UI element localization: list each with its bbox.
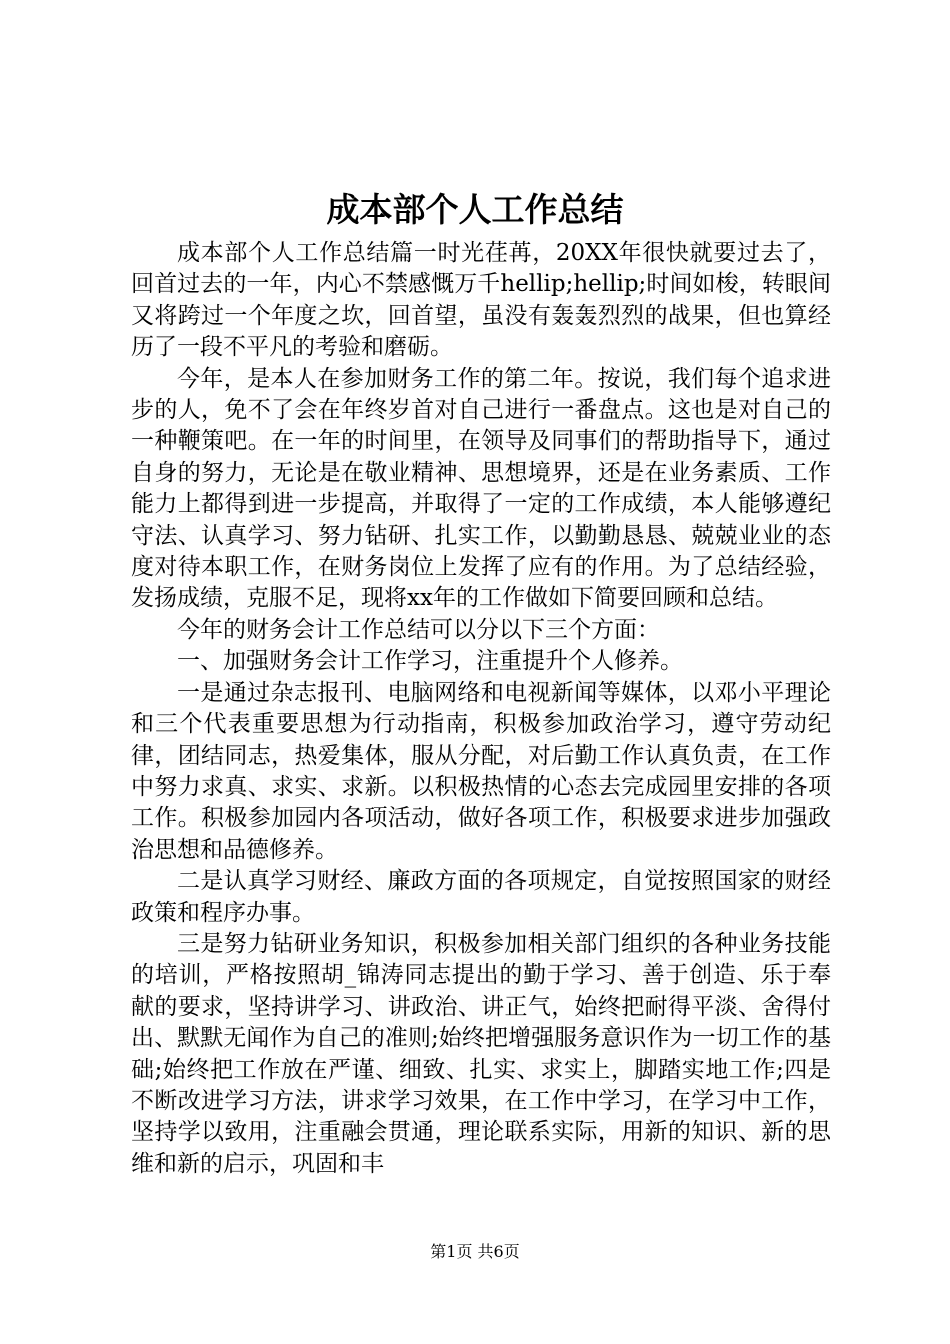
- section-heading: 一、加强财务会计工作学习，注重提升个人修养。: [177, 648, 683, 675]
- paragraph: 成本部个人工作总结篇一时光荏苒，20XX年很快就要过去了，回首过去的一年，内心不禁感慨万千hellip;hellip;时间如梭，转眼间又将跨过一个年度之坎，回首望，虽没有轰轰烈烈的战果，但也算经历了一段不平凡的考验和磨砺。: [131, 240, 831, 361]
- document-body: [131, 238, 831, 1180]
- page-total: 共6页: [477, 1242, 520, 1261]
- paragraph: 今年，是本人在参加财务工作的第二年。按说，我们每个追求进步的人，免不了会在年终岁首对自己进行一番盘点。这也是对自己的一种鞭策吧。在一年的时间里，在领导及同事们的帮助指导下，通过自身的努力，无论是在敬业精神、思想境界，还是在业务素质、工作能力上都得到进一步提高，并取得了一定的工作成绩，本人能够遵纪守法、认真学习、努力钻研、扎实工作，以勤勤恳恳、兢兢业业的态度对待本职工作，在财务岗位上发挥了应有的作用。为了总结经验，发扬成绩，克服不足，现将xx年的工作做如下简要回顾和总结。: [131, 365, 831, 612]
- paragraph: 一是通过杂志报刊、电脑网络和电视新闻等媒体，以邓小平理论和三个代表重要思想为行动指南，积极参加政治学习，遵守劳动纪律，团结同志，热爱集体，服从分配，对后勤工作认真负责，在工作中努力求真、求实、求新。以积极热情的心态去完成园里安排的各项工作。积极参加园内各项活动，做好各项工作，积极要求进步加强政治思想和品德修养。: [131, 679, 831, 863]
- page-title: 成本部个人工作总结: [326, 190, 624, 229]
- paragraph: 三是努力钻研业务知识，积极参加相关部门组织的各种业务技能的培训，严格按照胡_锦涛同志提出的勤于学习、善于创造、乐于奉献的要求，坚持讲学习、讲政治、讲正气，始终把耐得平淡、舍得付出、默默无闻作为自己的准则;始终把增强服务意识作为一切工作的基础;始终把工作放在严谨、细致、扎实、求实上，脚踏实地工作;四是不断改进学习方法，讲求学习效果，在工作中学习，在学习中工作，坚持学以致用，注重融会贯通，理论联系实际，用新的知识、新的思维和新的启示，巩固和丰: [131, 930, 831, 1177]
- page-footer: [0, 1240, 950, 1264]
- paragraph: 今年的财务会计工作总结可以分以下三个方面：: [177, 616, 660, 643]
- page-number: 第1页: [430, 1242, 473, 1261]
- paragraph: 二是认真学习财经、廉政方面的各项规定，自觉按照国家的财经政策和程序办事。: [131, 868, 831, 926]
